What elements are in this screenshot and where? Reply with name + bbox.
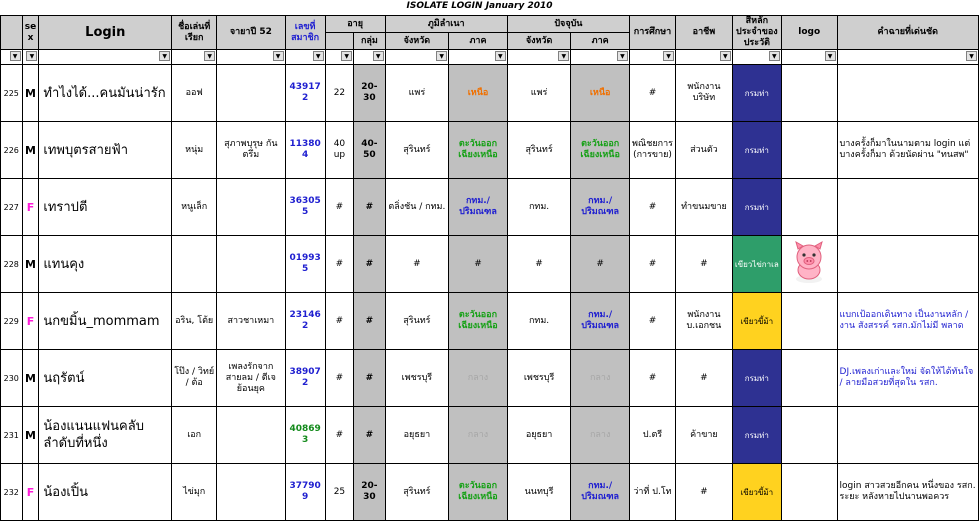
- remark-cell[interactable]: [837, 236, 978, 293]
- filter-cell-login: [39, 50, 172, 65]
- education-cell[interactable]: #: [629, 293, 675, 350]
- table-row[interactable]: [1, 122, 979, 179]
- sex-cell[interactable]: F: [22, 179, 39, 236]
- logo-cell[interactable]: [781, 293, 837, 350]
- member-table: [0, 15, 979, 521]
- home-region-cell[interactable]: #: [449, 236, 508, 293]
- current-region-cell[interactable]: เหนือ: [571, 65, 630, 122]
- header-hometown: ภูมิลำเนา: [385, 16, 507, 33]
- occupation-cell[interactable]: #: [676, 464, 733, 521]
- subheader-current-province: จังหวัด: [507, 33, 571, 50]
- sex-cell[interactable]: M: [22, 65, 39, 122]
- filter-dropdown-current-province[interactable]: ▼: [558, 51, 569, 61]
- header-education: การศึกษา: [629, 16, 675, 50]
- current-region-cell[interactable]: กทม./ ปริมณฑล: [571, 293, 630, 350]
- header-sex: sex: [22, 16, 39, 50]
- filter-cell-current-province: [507, 50, 571, 65]
- subheader-home-province: จังหวัด: [385, 33, 449, 50]
- status-cell[interactable]: กรมท่า: [732, 122, 781, 179]
- remark-cell[interactable]: [837, 407, 978, 464]
- age-cell[interactable]: 22: [325, 65, 354, 122]
- filter-dropdown-logo[interactable]: ▼: [825, 51, 836, 61]
- education-cell[interactable]: #: [629, 350, 675, 407]
- home-region-cell[interactable]: ตะวันออก เฉียงเหนือ: [449, 464, 508, 521]
- current-province-cell[interactable]: เพชรบุรี: [507, 350, 571, 407]
- current-region-cell[interactable]: กทม./ ปริมณฑล: [571, 179, 630, 236]
- era-cell[interactable]: สุภาพบุรุษ กันตรึม: [217, 122, 285, 179]
- age-cell[interactable]: 40 up: [325, 122, 354, 179]
- subheader-age: [325, 33, 354, 50]
- current-province-cell[interactable]: #: [507, 236, 571, 293]
- filter-dropdown-rownum[interactable]: ▼: [10, 51, 21, 61]
- table-row[interactable]: [1, 179, 979, 236]
- home-region-cell[interactable]: กลาง: [449, 350, 508, 407]
- row-number[interactable]: 228: [1, 236, 23, 293]
- occupation-cell[interactable]: #: [676, 350, 733, 407]
- status-cell[interactable]: กรมท่า: [732, 65, 781, 122]
- occupation-cell[interactable]: ส่วนตัว: [676, 122, 733, 179]
- sex-cell[interactable]: M: [22, 236, 39, 293]
- home-region-cell[interactable]: เหนือ: [449, 65, 508, 122]
- sex-cell[interactable]: M: [22, 407, 39, 464]
- sex-cell[interactable]: F: [22, 464, 39, 521]
- current-province-cell[interactable]: อยุธยา: [507, 407, 571, 464]
- home-province-cell[interactable]: สุรินทร์: [385, 122, 449, 179]
- logo-cell[interactable]: [781, 236, 837, 293]
- age-group-cell[interactable]: #: [354, 236, 385, 293]
- current-province-cell[interactable]: นนทบุรี: [507, 464, 571, 521]
- education-cell[interactable]: ว่าที่ ป.โท: [629, 464, 675, 521]
- home-province-cell[interactable]: #: [385, 236, 449, 293]
- current-province-cell[interactable]: แพร่: [507, 65, 571, 122]
- filter-dropdown-sex[interactable]: ▼: [26, 51, 37, 61]
- filter-cell-age: [325, 50, 354, 65]
- status-cell[interactable]: เขียวขี้ม้า: [732, 464, 781, 521]
- filter-cell-rownum: [1, 50, 23, 65]
- login-cell[interactable]: น้องแนนแฟนคลับ ลำดับที่หนึ่ง: [39, 407, 172, 464]
- pig-logo-icon: [789, 239, 829, 285]
- nickname-cell[interactable]: [172, 236, 217, 293]
- logo-cell[interactable]: [781, 65, 837, 122]
- filter-cell-age-group: [354, 50, 385, 65]
- subheader-home-region: ภาค: [449, 33, 508, 50]
- age-group-cell[interactable]: #: [354, 407, 385, 464]
- login-cell[interactable]: แทนคุง: [39, 236, 172, 293]
- sex-cell[interactable]: M: [22, 122, 39, 179]
- home-region-cell[interactable]: กลาง: [449, 407, 508, 464]
- filter-dropdown-age[interactable]: ▼: [341, 51, 352, 61]
- filter-cell-status: [732, 50, 781, 65]
- filter-cell-home-province: [385, 50, 449, 65]
- login-cell[interactable]: น้องเปิ้น: [39, 464, 172, 521]
- member-no-cell[interactable]: 389072: [285, 350, 325, 407]
- row-number[interactable]: 226: [1, 122, 23, 179]
- row-number[interactable]: 232: [1, 464, 23, 521]
- filter-dropdown-occupation[interactable]: ▼: [720, 51, 731, 61]
- home-province-cell[interactable]: อยุธยา: [385, 407, 449, 464]
- education-cell[interactable]: #: [629, 65, 675, 122]
- age-cell[interactable]: #: [325, 350, 354, 407]
- nickname-cell[interactable]: อริน, โต้ย: [172, 293, 217, 350]
- era-cell[interactable]: [217, 464, 285, 521]
- nickname-cell[interactable]: หนูเล็ก: [172, 179, 217, 236]
- member-no-cell[interactable]: 113804: [285, 122, 325, 179]
- sex-cell[interactable]: M: [22, 350, 39, 407]
- logo-cell[interactable]: [781, 179, 837, 236]
- login-cell[interactable]: ทำไงได้...คนมันน่ารัก: [39, 65, 172, 122]
- logo-cell[interactable]: [781, 122, 837, 179]
- age-cell[interactable]: #: [325, 293, 354, 350]
- occupation-cell[interactable]: ทำขนมขาย: [676, 179, 733, 236]
- occupation-cell[interactable]: #: [676, 236, 733, 293]
- occupation-cell[interactable]: ค้าขาย: [676, 407, 733, 464]
- filter-cell-remark: [837, 50, 978, 65]
- table-row[interactable]: [1, 236, 979, 293]
- table-row[interactable]: [1, 293, 979, 350]
- current-province-cell[interactable]: กทม.: [507, 293, 571, 350]
- login-cell[interactable]: นกขมิ้น_mommam: [39, 293, 172, 350]
- status-cell[interactable]: เขียวไข่กาเล: [732, 236, 781, 293]
- header-nickname: ชื่อเล่นที่เรียก: [172, 16, 217, 50]
- filter-dropdown-education[interactable]: ▼: [663, 51, 674, 61]
- member-no-cell[interactable]: 439172: [285, 65, 325, 122]
- filter-dropdown-era[interactable]: ▼: [273, 51, 284, 61]
- age-group-cell[interactable]: #: [354, 293, 385, 350]
- nickname-cell[interactable]: หนุ่ม: [172, 122, 217, 179]
- education-cell[interactable]: #: [629, 179, 675, 236]
- filter-cell-member-no: [285, 50, 325, 65]
- current-region-cell[interactable]: ตะวันออก เฉียงเหนือ: [571, 122, 630, 179]
- age-group-cell[interactable]: #: [354, 350, 385, 407]
- filter-dropdown-status[interactable]: ▼: [769, 51, 780, 61]
- member-no-cell[interactable]: 377909: [285, 464, 325, 521]
- home-province-cell[interactable]: ตลิ่งชัน / กทม.: [385, 179, 449, 236]
- login-cell[interactable]: เทพบุตรสายฟ้า: [39, 122, 172, 179]
- remark-cell[interactable]: แบกเป้ออกเดินทาง เป็นงานหลัก / งาน สังสรรค์ รสก.มักไม่มี พลาด: [837, 293, 978, 350]
- header-current: ปัจจุบัน: [507, 16, 629, 33]
- filter-cell-nickname: [172, 50, 217, 65]
- member-no-cell[interactable]: 408693: [285, 407, 325, 464]
- row-number[interactable]: 229: [1, 293, 23, 350]
- status-cell[interactable]: กรมท่า: [732, 407, 781, 464]
- table-row[interactable]: [1, 464, 979, 521]
- age-group-cell[interactable]: #: [354, 179, 385, 236]
- filter-dropdown-current-region[interactable]: ▼: [617, 51, 628, 61]
- filter-dropdown-home-province[interactable]: ▼: [436, 51, 447, 61]
- row-number[interactable]: 230: [1, 350, 23, 407]
- home-province-cell[interactable]: สุรินทร์: [385, 464, 449, 521]
- nickname-cell[interactable]: ไข่มุก: [172, 464, 217, 521]
- age-cell[interactable]: #: [325, 179, 354, 236]
- filter-dropdown-remark[interactable]: ▼: [966, 51, 977, 61]
- subheader-current-region: ภาค: [571, 33, 630, 50]
- status-cell[interactable]: เขียวขี้ม้า: [732, 293, 781, 350]
- age-group-cell[interactable]: 40-50: [354, 122, 385, 179]
- current-region-cell[interactable]: กลาง: [571, 350, 630, 407]
- current-region-cell[interactable]: กทม./ ปริมณฑล: [571, 464, 630, 521]
- table-row[interactable]: [1, 65, 979, 122]
- age-group-cell[interactable]: 20-30: [354, 464, 385, 521]
- row-number[interactable]: 231: [1, 407, 23, 464]
- subheader-age-group: กลุ่ม: [354, 33, 385, 50]
- current-province-cell[interactable]: สุรินทร์: [507, 122, 571, 179]
- sheet-title: ISOLATE LOGIN January 2010: [406, 1, 553, 11]
- header-age: อายุ: [325, 16, 385, 33]
- filter-cell-logo: [781, 50, 837, 65]
- current-region-cell[interactable]: #: [571, 236, 630, 293]
- header-logo: logo: [781, 16, 837, 50]
- nickname-cell[interactable]: เอก: [172, 407, 217, 464]
- era-cell[interactable]: [217, 65, 285, 122]
- occupation-cell[interactable]: พนักงาน บริษัท: [676, 65, 733, 122]
- sex-cell[interactable]: F: [22, 293, 39, 350]
- remark-cell[interactable]: [837, 65, 978, 122]
- current-region-cell[interactable]: กลาง: [571, 407, 630, 464]
- current-province-cell[interactable]: กทม.: [507, 179, 571, 236]
- education-cell[interactable]: #: [629, 236, 675, 293]
- age-cell[interactable]: 25: [325, 464, 354, 521]
- era-cell[interactable]: [217, 236, 285, 293]
- status-cell[interactable]: กรมท่า: [732, 179, 781, 236]
- nickname-cell[interactable]: โป๊ง / วิทย์ / ต้อ: [172, 350, 217, 407]
- filter-cell-sex: [22, 50, 39, 65]
- era-cell[interactable]: [217, 179, 285, 236]
- filter-cell-current-region: [571, 50, 630, 65]
- login-cell[interactable]: เทราปตี: [39, 179, 172, 236]
- table-row[interactable]: [1, 350, 979, 407]
- logo-cell[interactable]: [781, 350, 837, 407]
- status-cell[interactable]: กรมท่า: [732, 350, 781, 407]
- login-cell[interactable]: นฤรัตน์: [39, 350, 172, 407]
- row-number[interactable]: 227: [1, 179, 23, 236]
- header-login: Login: [39, 16, 172, 50]
- filter-cell-occupation: [676, 50, 733, 65]
- filter-cell-education: [629, 50, 675, 65]
- remark-cell[interactable]: DJ.เพลงเก่าและใหม่ จัดให้ได้ทันใจ / ลายมือสวยที่สุดใน รสก.: [837, 350, 978, 407]
- education-cell[interactable]: พณิชยการ (การขาย): [629, 122, 675, 179]
- filter-dropdown-age-group[interactable]: ▼: [373, 51, 384, 61]
- filter-dropdown-login[interactable]: ▼: [159, 51, 170, 61]
- remark-cell[interactable]: บางครั้งก็มาในนามตาม login แต่บางครั้งก็มา ด้วยนัดผ่าน "ทนสพ": [837, 122, 978, 179]
- filter-dropdown-nickname[interactable]: ▼: [204, 51, 215, 61]
- filter-dropdown-member-no[interactable]: ▼: [313, 51, 324, 61]
- age-cell[interactable]: #: [325, 407, 354, 464]
- home-province-cell[interactable]: เพชรบุรี: [385, 350, 449, 407]
- header-occupation: อาชีพ: [676, 16, 733, 50]
- member-no-cell[interactable]: 231462: [285, 293, 325, 350]
- filter-cell-home-region: [449, 50, 508, 65]
- row-number[interactable]: 225: [1, 65, 23, 122]
- header-era: จายาปี 52: [217, 16, 285, 50]
- member-no-cell[interactable]: 363055: [285, 179, 325, 236]
- nickname-cell[interactable]: ออฟ: [172, 65, 217, 122]
- logo-cell[interactable]: [781, 407, 837, 464]
- age-cell[interactable]: #: [325, 236, 354, 293]
- remark-cell[interactable]: [837, 179, 978, 236]
- table-row[interactable]: [1, 407, 979, 464]
- filter-cell-era: [217, 50, 285, 65]
- home-region-cell[interactable]: ตะวันออก เฉียงเหนือ: [449, 122, 508, 179]
- home-region-cell[interactable]: กทม./ ปริมณฑล: [449, 179, 508, 236]
- header-remark: คำฉายที่เด่นชัด: [837, 16, 978, 50]
- filter-dropdown-home-region[interactable]: ▼: [495, 51, 506, 61]
- logo-cell[interactable]: [781, 464, 837, 521]
- education-cell[interactable]: ป.ตรี: [629, 407, 675, 464]
- era-cell[interactable]: สาวชาเหมา: [217, 293, 285, 350]
- era-cell[interactable]: เพลงรักจาก สายลม / ตีเจ ย้อนยุค: [217, 350, 285, 407]
- header-member-no: เลขที่สมาชิก: [285, 16, 325, 50]
- home-province-cell[interactable]: แพร่: [385, 65, 449, 122]
- home-region-cell[interactable]: ตะวันออก เฉียงเหนือ: [449, 293, 508, 350]
- member-no-cell[interactable]: 019935: [285, 236, 325, 293]
- remark-cell[interactable]: login สาวสวยอีกคน หนึ่งของ รสก. ระยะ หลังหายไปนานพอควร: [837, 464, 978, 521]
- home-province-cell[interactable]: สุรินทร์: [385, 293, 449, 350]
- era-cell[interactable]: [217, 407, 285, 464]
- occupation-cell[interactable]: พนักงาน บ.เอกชน: [676, 293, 733, 350]
- header-rownum: [1, 16, 23, 50]
- age-group-cell[interactable]: 20-30: [354, 65, 385, 122]
- header-status: สีหลักประจำของประวัติ: [732, 16, 781, 50]
